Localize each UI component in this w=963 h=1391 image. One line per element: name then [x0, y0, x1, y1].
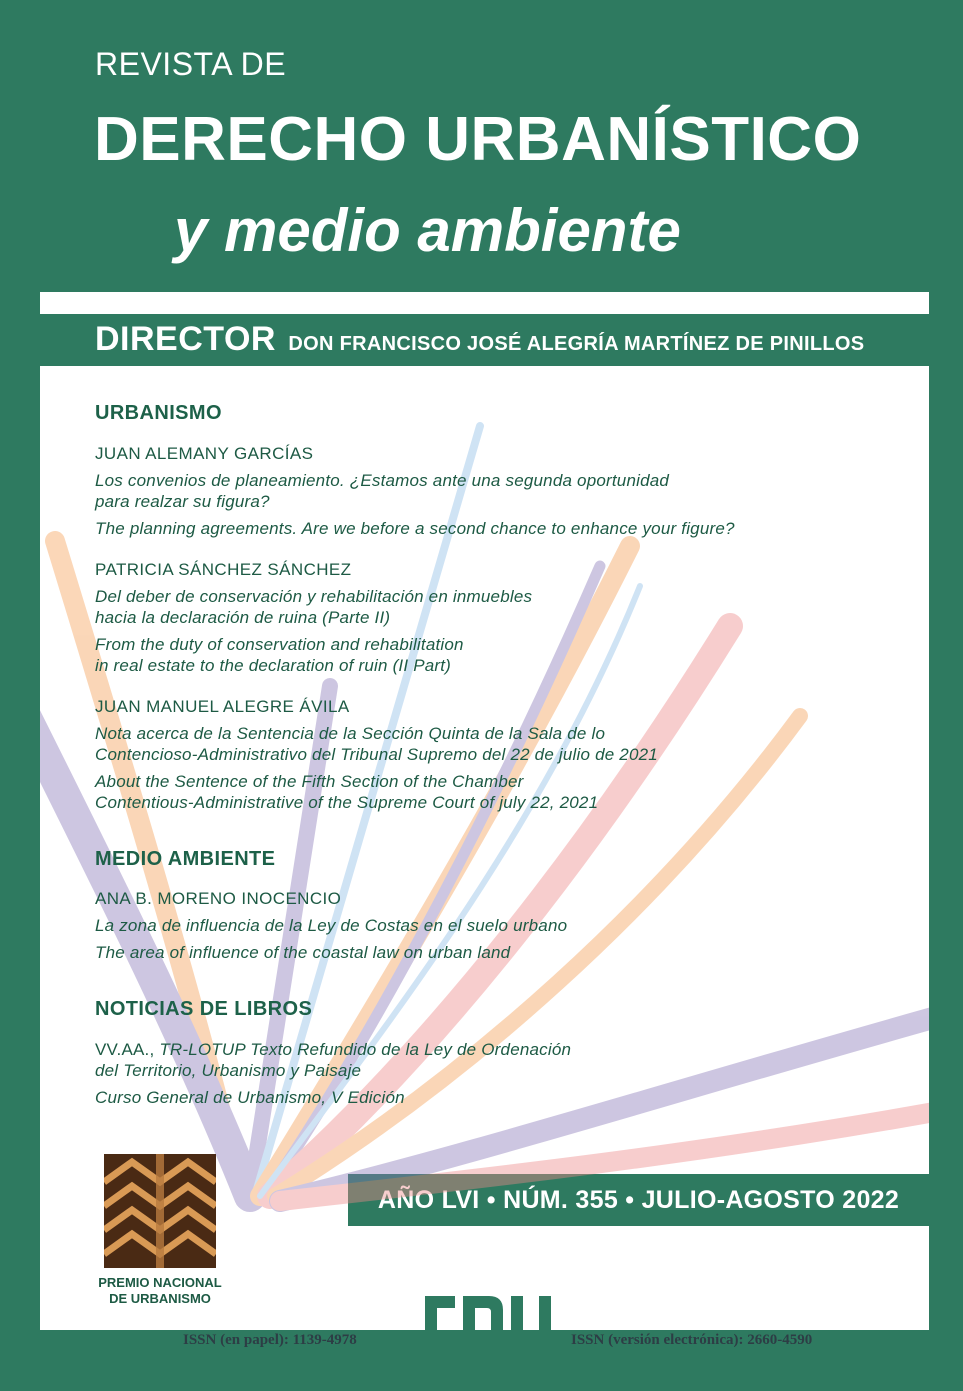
article-author: JUAN ALEMANY GARCÍAS	[95, 444, 314, 463]
article-title-en: Contentious-Administrative of the Supreme Court of july 22, 2021	[95, 793, 599, 812]
book-entry-line	[95, 1039, 571, 1060]
issn-print: ISSN (en papel): 1139-4978	[183, 1332, 357, 1348]
masthead-prefix: REVISTA DE	[95, 46, 287, 82]
director-line	[95, 320, 864, 359]
book-title: Curso General de Urbanismo, V Edición	[95, 1088, 405, 1107]
article-title-en: About the Sentence of the Fifth Section of the Chamber	[95, 772, 524, 791]
article-title-es: para realzar su figura?	[95, 492, 270, 511]
article-author: ANA B. MORENO INOCENCIO	[95, 889, 342, 908]
issn-electronic: ISSN (versión electrónica): 2660-4590	[571, 1332, 813, 1348]
issue-banner: AÑO LVI • NÚM. 355 • JULIO-AGOSTO 2022	[348, 1174, 929, 1226]
article-title-es: La zona de influencia de la Ley de Costas en el suelo urbano	[95, 916, 568, 935]
article-title-es: hacia la declaración de ruina (Parte II)	[95, 608, 391, 627]
award-caption	[70, 1275, 250, 1307]
journal-subtitle: y medio ambiente	[174, 197, 681, 264]
award-caption-line: DE URBANISMO	[109, 1291, 211, 1306]
header-divider	[40, 292, 929, 314]
article-title-es: Los convenios de planeamiento. ¿Estamos ante una segunda oportunidad	[95, 471, 670, 490]
article-title-es: Nota acerca de la Sentencia de la Sección Quinta de la Sala de lo	[95, 724, 606, 743]
journal-title: DERECHO URBANÍSTICO	[94, 105, 862, 174]
section-title-urbanismo: URBANISMO	[95, 402, 222, 424]
section-title-noticias-de-libros: NOTICIAS DE LIBROS	[95, 998, 313, 1020]
article-author: PATRICIA SÁNCHEZ SÁNCHEZ	[95, 560, 352, 579]
book-title: TR-LOTUP Texto Refundido de la Ley de Ordenación	[159, 1040, 572, 1059]
article-title-en: in real estate to the declaration of ruin (II Part)	[95, 656, 452, 675]
director-name: DON FRANCISCO JOSÉ ALEGRÍA MARTÍNEZ DE PINILLOS	[288, 333, 865, 355]
article-title-en: The planning agreements. Are we before a second chance to enhance your figure?	[95, 519, 735, 538]
publisher-logo	[425, 1286, 553, 1346]
article-author: JUAN MANUEL ALEGRE ÁVILA	[95, 697, 350, 716]
article-title-en: From the duty of conservation and rehabilitation	[95, 635, 464, 654]
book-title-cont: del Territorio, Urbanismo y Paisaje	[95, 1061, 362, 1080]
award-emblem-graphic	[104, 1154, 216, 1268]
article-title-en: The area of influence of the coastal law on urban land	[95, 943, 511, 962]
award-emblem	[104, 1154, 216, 1268]
article-title-es: Del deber de conservación y rehabilitación en inmuebles	[95, 587, 533, 606]
section-title-medio-ambiente: MEDIO AMBIENTE	[95, 848, 276, 870]
director-label: DIRECTOR	[95, 320, 276, 358]
book-authors: VV.AA.,	[95, 1040, 155, 1059]
award-caption-line: PREMIO NACIONAL	[98, 1275, 222, 1290]
article-title-es: Contencioso-Administrativo del Tribunal Supremo del 22 de julio de 2021	[95, 745, 658, 764]
